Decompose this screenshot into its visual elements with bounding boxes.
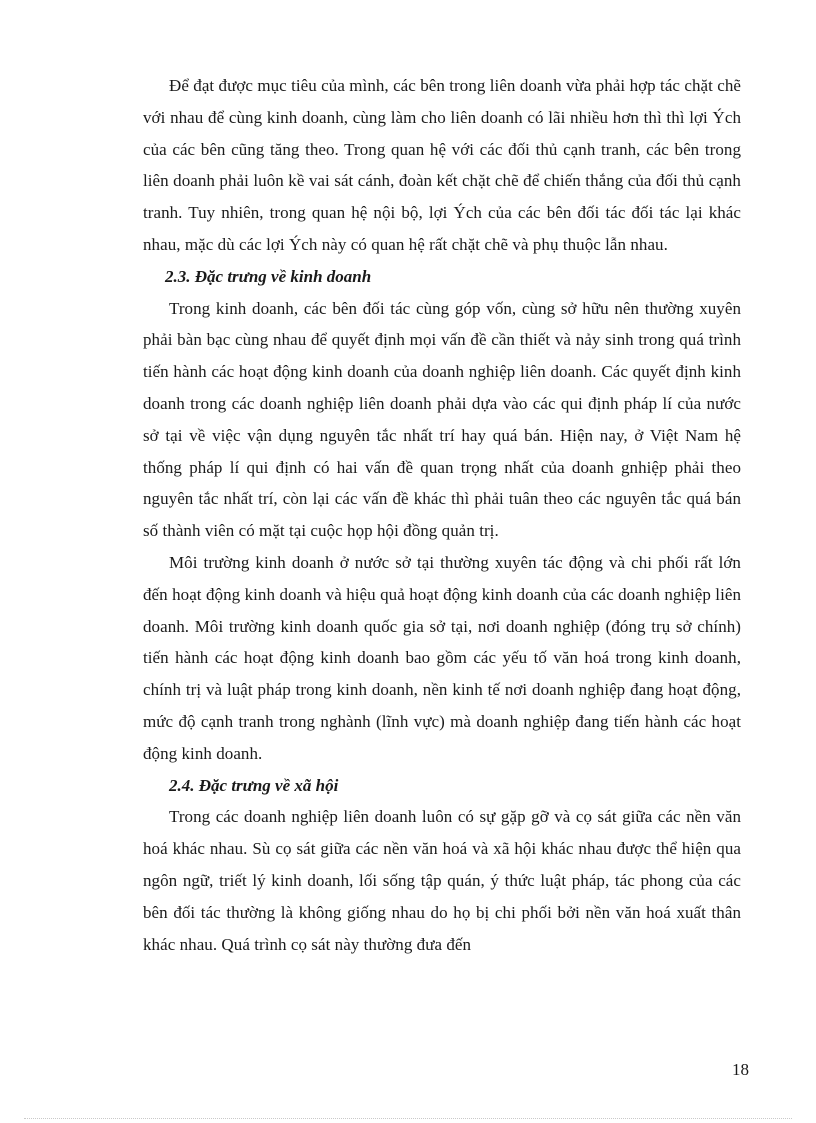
paragraph-business-decisions: Trong kinh doanh, các bên đối tác cùng góp vốn, cùng sở hữu nên thường xuyên phải bàn bạc cùng nhau để quyết định mọi vấn đề cần thiết và nảy sinh trong quá trình tiến hành các hoạt động kinh doanh của doanh nghiệp liên doanh. Các quyết định kinh doanh trong các doanh nghiệp liên doanh phải dựa vào các qui định pháp lí của nước sở tại về việc vận dụng nguyên tắc nhất trí hay quá bán. Hiện nay, ở Việt Nam hệ thống pháp lí qui định có hai vấn đề quan trọng nhất của doanh gnhiệp phải theo nguyên tắc nhất trí, còn lại các vấn đề khác thì phải tuân theo các nguyên tắc quá bán số thành viên có mặt tại cuộc họp hội đồng quản trị.: [143, 298, 741, 541]
paragraph-business-environment: Môi trường kinh doanh ở nước sở tại thường xuyên tác động và chi phối rất lớn đến hoạt động kinh doanh và hiệu quả hoạt động kinh doanh của các doanh nghiệp liên doanh. Môi trường kinh doanh quốc gia sở tại, nơi doanh nghiệp (đóng trụ sở chính) tiến hành các hoạt động kinh doanh bao gồm các yếu tố văn hoá trong kinh doanh, chính trị và luật pháp trong kinh doanh, nền kinh tế nơi doanh nghiệp đang hoạt động, mức độ cạnh tranh trong nghành (lĩnh vực) mà doanh nghiệp đang tiến hành các hoạt động kinh doanh.: [143, 552, 741, 763]
paragraph-joint-venture-cooperation: Để đạt được mục tiêu của mình, các bên trong liên doanh vừa phải hợp tác chặt chẽ với nhau để cùng kinh doanh, cùng làm cho liên doanh có lãi nhiều hơn thì thì lợi Ých của các bên cũng tăng theo. Trong quan hệ với các đối thủ cạnh tranh, các bên trong liên doanh phải luôn kề vai sát cánh, đoàn kết chặt chẽ để chiến thắng của đối thủ cạnh tranh. Tuy nhiên, trong quan hệ nội bộ, lợi Ých của các bên đối tác đối tác lại khác nhau, mặc dù các lợi Ých này có quan hệ rất chặt chẽ và phụ thuộc lẫn nhau.: [143, 76, 741, 254]
page-bottom-divider: [24, 1118, 792, 1119]
page-body: [143, 70, 741, 960]
paragraph-cultural-friction: Trong các doanh nghiệp liên doanh luôn có sự gặp gỡ và cọ sát giữa các nền văn hoá khác nhau. Sù cọ sát giữa các nền văn hoá và xã hội khác nhau được thể hiện qua ngôn ngữ, triết lý kinh doanh, lối sống tập quán, ý thức luật pháp, tác phong của các bên đối tác thường là không giống nhau do họ bị chi phối bởi nền văn hoá xuất thân khác nhau. Quá trình cọ sát này thường đưa đến: [143, 807, 741, 954]
section-heading-2-3: 2.3. Đặc trưng về kinh doanh: [165, 266, 372, 286]
section-heading-2-4: 2.4. Đặc trưng về xã hội: [169, 775, 339, 795]
page-number: 18: [732, 1060, 749, 1079]
